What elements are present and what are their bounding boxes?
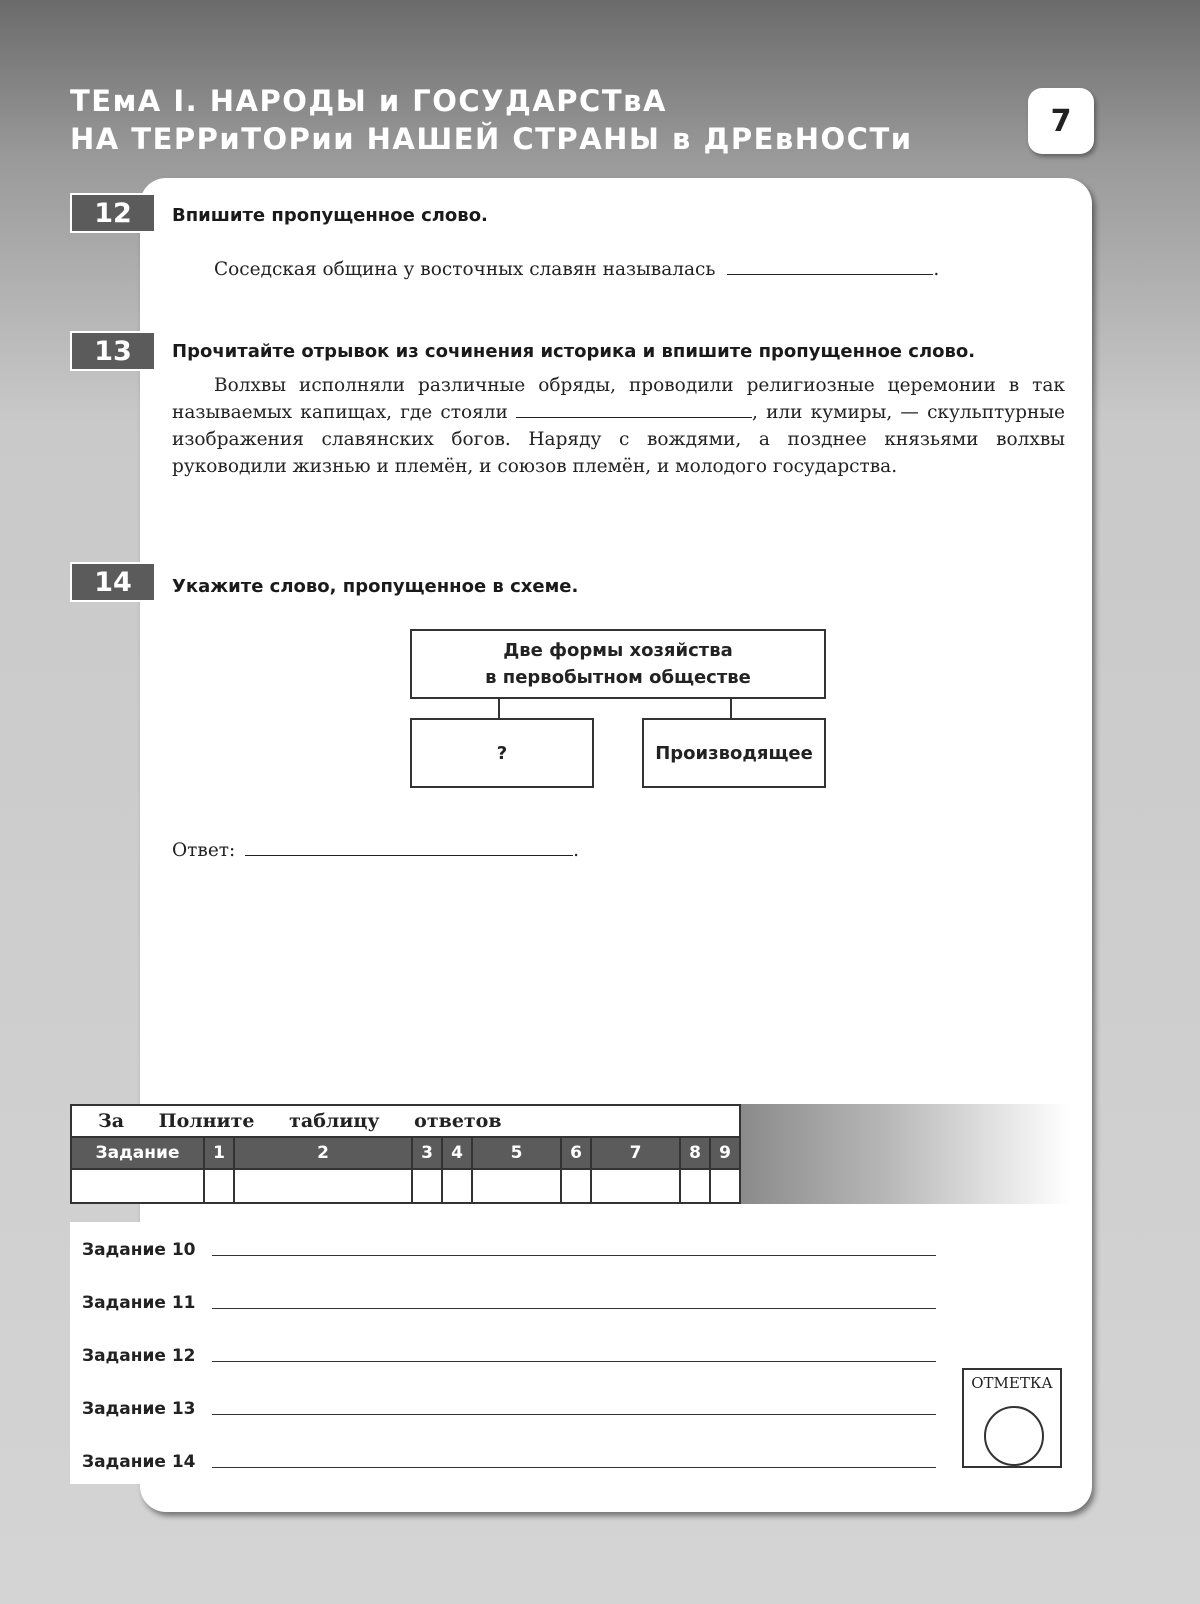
historian-excerpt — [172, 372, 1065, 480]
answer-end: . — [573, 840, 580, 861]
answer-label: Ответ: — [172, 840, 236, 861]
table-header-cell: 2 — [234, 1137, 412, 1169]
answer-blank[interactable] — [727, 273, 933, 275]
scheme-connector-left — [498, 699, 500, 718]
task-number-badge: 12 — [70, 193, 156, 233]
task-14-answer — [172, 840, 579, 861]
answer-line[interactable] — [212, 1254, 936, 1256]
answer-line[interactable] — [212, 1466, 936, 1468]
task-number-badge: 14 — [70, 562, 156, 602]
grade-label: ОТМЕТКА — [971, 1374, 1053, 1392]
title-line-2: НА ТЕРРиТОРии НАШЕЙ СТРАНЫ в ДРЕвНОСТи — [70, 122, 913, 156]
task-instruction: Прочитайте отрывок из сочинения историка и впишите пропущенное слово. — [172, 341, 976, 362]
answer-line-row — [82, 1446, 936, 1472]
table-header-label: Задание — [71, 1137, 204, 1169]
table-header-cell: 7 — [591, 1137, 680, 1169]
page-title — [70, 82, 913, 158]
answer-line-label: Задание 11 — [82, 1293, 196, 1313]
scheme-right-box: Производящее — [642, 718, 826, 788]
answer-line-row — [82, 1393, 936, 1419]
table-answer-row — [71, 1169, 740, 1203]
answer-line[interactable] — [212, 1360, 936, 1362]
table-header-row — [71, 1137, 740, 1169]
answer-line[interactable] — [212, 1307, 936, 1309]
answer-cell[interactable] — [71, 1169, 204, 1203]
task-number-badge: 13 — [70, 331, 156, 371]
sentence-end: . — [933, 259, 940, 280]
grade-circle[interactable] — [984, 1406, 1044, 1466]
scheme-top-box — [410, 629, 826, 699]
sentence-text: Соседская община у восточных славян называлась — [214, 259, 716, 280]
task-12-sentence — [214, 259, 939, 280]
answer-line-label: Задание 10 — [82, 1240, 196, 1260]
answer-cell[interactable] — [472, 1169, 561, 1203]
table-header-cell: 1 — [204, 1137, 234, 1169]
answer-cell[interactable] — [680, 1169, 710, 1203]
excerpt-part-2: , или кумиры, — скульптурные изображения славянских богов. Наряду с вождями, а позднее князьями волхвы руководили жизнью и племён, и союзов племён, и молодого государства. — [172, 402, 1065, 477]
answer-cell[interactable] — [591, 1169, 680, 1203]
scheme-connector-right — [730, 699, 732, 718]
table-header-cell: 4 — [442, 1137, 472, 1169]
scheme-missing-box: ? — [410, 718, 594, 788]
table-caption — [71, 1105, 740, 1137]
answers-table — [70, 1104, 741, 1204]
grade-box — [962, 1368, 1062, 1468]
scheme-top-line-1: Две формы хозяйства — [503, 640, 733, 661]
answer-line-row — [82, 1234, 936, 1260]
answer-cell[interactable] — [561, 1169, 591, 1203]
table-header-cell: 8 — [680, 1137, 710, 1169]
task-instruction: Укажите слово, пропущенное в схеме. — [172, 576, 579, 597]
task-instruction: Впишите пропущенное слово. — [172, 205, 488, 226]
answer-cell[interactable] — [204, 1169, 234, 1203]
title-line-1: ТЕмА І. НАРОДЫ и ГОСУДАРСТвА — [70, 84, 667, 118]
answer-line-label: Задание 14 — [82, 1452, 196, 1472]
table-header-cell: 6 — [561, 1137, 591, 1169]
answer-line-row — [82, 1340, 936, 1366]
table-header-cell: 9 — [710, 1137, 740, 1169]
answer-cell[interactable] — [710, 1169, 740, 1203]
answer-cell[interactable] — [442, 1169, 472, 1203]
answer-blank[interactable] — [516, 416, 752, 418]
table-caption-text: За Полните таблицу ответов — [98, 1110, 502, 1132]
answer-line-label: Задание 12 — [82, 1346, 196, 1366]
answer-cell[interactable] — [412, 1169, 442, 1203]
answer-line-label: Задание 13 — [82, 1399, 196, 1419]
table-gradient-decoration — [740, 1104, 1070, 1204]
answer-line[interactable] — [212, 1413, 936, 1415]
answer-line-row — [82, 1287, 936, 1313]
excerpt-part-1: Волхвы исполняли различные обряды, проводили религиозные церемонии в так называемых капищах, где стояли — [172, 375, 1065, 423]
scheme-top-line-2: в первобытном обществе — [485, 667, 751, 688]
answer-cell[interactable] — [234, 1169, 412, 1203]
table-header-cell: 3 — [412, 1137, 442, 1169]
table-header-cell: 5 — [472, 1137, 561, 1169]
page-number: 7 — [1028, 88, 1094, 154]
answer-blank[interactable] — [245, 854, 573, 856]
